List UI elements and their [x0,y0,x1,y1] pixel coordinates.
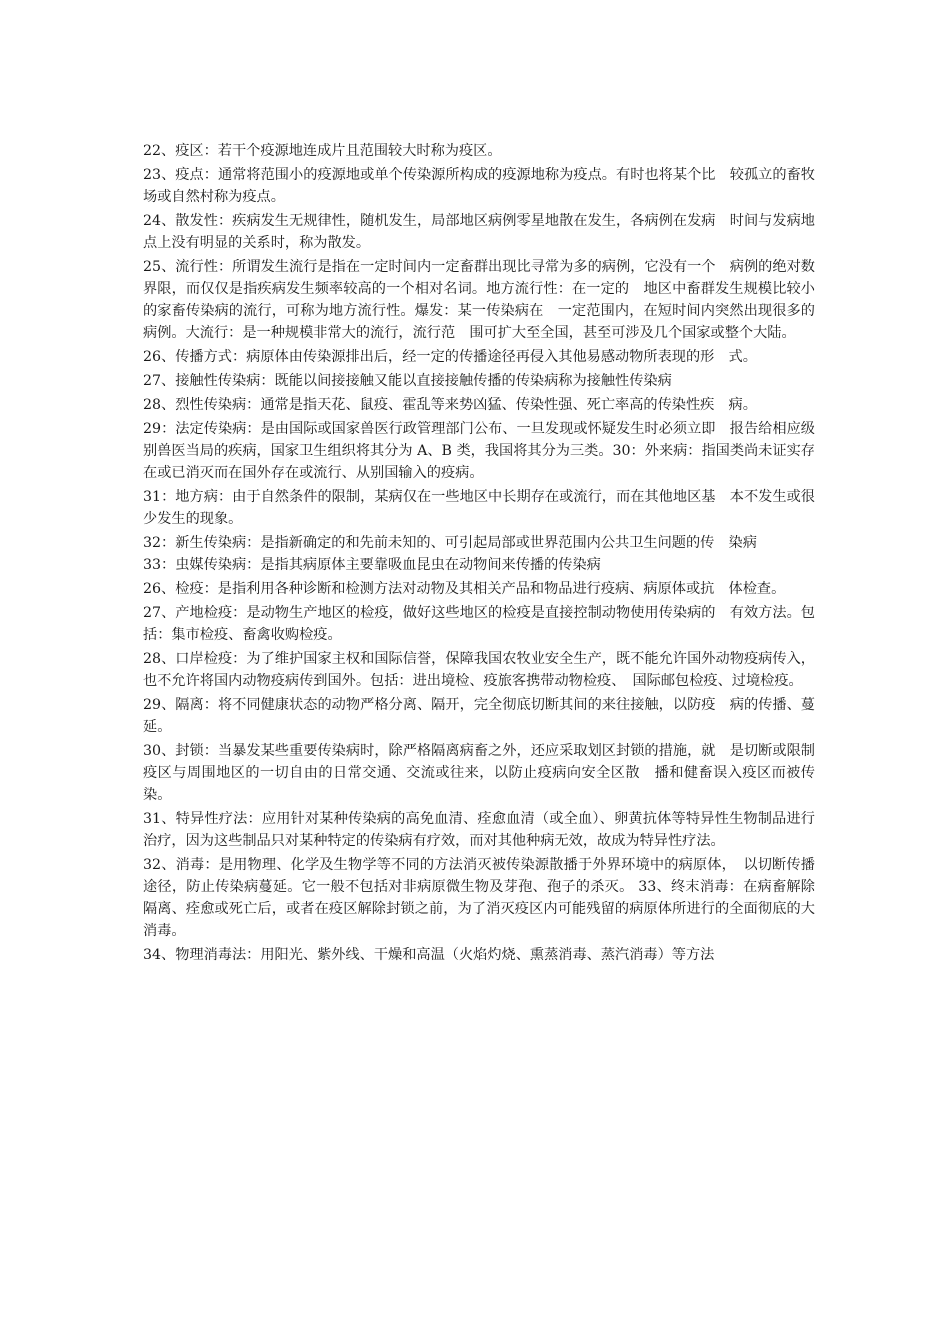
paragraph-27-origin-quarantine: 27、产地检疫：是动物生产地区的检疫，做好这些地区的检疫是直接控制动物使用传染病的 有效方法。包括：集市检疫、畜禽收购检疫。 [143,605,815,643]
paragraph-32-disinfection: 32、消毒：是用物理、化学及生物学等不同的方法消灭被传染源散播于外界环境中的病原体， 以切断传播途径，防止传染病蔓延。它一般不包括对非病原微生物及芽孢、孢子的杀灭。 33、终末消毒：在病畜解除隔离、痊愈或死亡后，或者在疫区解除封锁之前，为了消灭疫区内可能残留的病原体所进行的全面彻底的大消毒。 [143,857,815,939]
paragraph-34-physical-disinfection: 34、物理消毒法：用阳光、紫外线、干燥和高温（火焰灼烧、熏蒸消毒、蒸汽消毒）等方法 [143,947,715,963]
paragraph-33-vector-borne-disease: 33：虫媒传染病：是指其病原体主要靠吸血昆虫在动物间来传播的传染病 [143,557,601,573]
paragraph-29-notifiable-disease: 29：法定传染病：是由国际或国家兽医行政管理部门公布、一旦发现或怀疑发生时必须立即 报告给相应级别兽医当局的疾病，国家卫生组织将其分为 A、B 类，我国将其分为三类。30：外来病：指国类尚未证实存在或已消灭而在国外存在或流行、从别国输入的疫病。 [143,421,815,481]
paragraph-23-epidemic-point: 23、疫点：通常将范围小的疫源地或单个传染源所构成的疫源地称为疫点。有时也将某个比 较孤立的畜牧场或自然村称为疫点。 [143,167,815,205]
paragraph-25-epidemic: 25、流行性：所谓发生流行是指在一定时间内一定畜群出现比寻常为多的病例，它没有一个 病例的绝对数界限，而仅仅是指疾病发生频率较高的一个相对名词。地方流行性：在一定的 地区中畜群发生规模比较小的家畜传染病的流行，可称为地方流行性。爆发：某一传染病在 一定范围内，在短时间内突然出现很多的病例。大流行：是一种规模非常大的流行，流行范 围可扩大至全国，甚至可涉及几个国家或整个大陆。 [143,259,815,341]
paragraph-27-contact-disease: 27、接触性传染病：既能以间接接触又能以直接接触传播的传染病称为接触性传染病 [143,373,672,389]
paragraph-30-blockade: 30、封锁：当暴发某些重要传染病时，除严格隔离病畜之外，还应采取划区封锁的措施，就 是切断或限制疫区与周围地区的一切自由的日常交通、交流或往来，以防止疫病向安全区散 播和健畜误入疫区而被传染。 [143,743,815,803]
paragraph-26-transmission-mode: 26、传播方式：病原体由传染源排出后，经一定的传播途径再侵入其他易感动物所表现的形 式。 [143,349,757,365]
paragraph-22-epidemic-area: 22、疫区：若干个疫源地连成片且范围较大时称为疫区。 [143,143,502,159]
paragraph-32-emerging-disease: 32：新生传染病：是指新确定的和先前未知的、可引起局部或世界范围内公共卫生问题的传 染病 [143,535,757,551]
paragraph-24-sporadic: 24、散发性：疾病发生无规律性，随机发生，局部地区病例零星地散在发生，各病例在发病 时间与发病地点上没有明显的关系时，称为散发。 [143,213,815,251]
document-body [143,140,815,968]
paragraph-28-virulent-disease: 28、烈性传染病：通常是指天花、鼠疫、霍乱等来势凶猛、传染性强、死亡率高的传染性疾 病。 [143,397,757,413]
paragraph-28-port-quarantine: 28、口岸检疫：为了维护国家主权和国际信誉，保障我国农牧业安全生产，既不能允许国外动物疫病传入，也不允许将国内动物疫病传到国外。包括：进出境检、疫旅客携带动物检疫、 国际邮包检疫、过境检疫。 [143,651,815,689]
paragraph-29-isolation: 29、隔离：将不同健康状态的动物严格分离、隔开，完全彻底切断其间的来往接触，以防疫 病的传播、蔓延。 [143,697,815,735]
paragraph-31-endemic-disease: 31：地方病：由于自然条件的限制，某病仅在一些地区中长期存在或流行，而在其他地区基 本不发生或很少发生的现象。 [143,489,815,527]
paragraph-31-specific-therapy: 31、特异性疗法：应用针对某种传染病的高免血清、痊愈血清（或全血）、卵黄抗体等特异性生物制品进行治疗，因为这些制品只对某种特定的传染病有疗效，而对其他种病无效，故成为特异性疗法。 [143,811,815,849]
paragraph-26-quarantine: 26、检疫：是指利用各种诊断和检测方法对动物及其相关产品和物品进行疫病、病原体或抗 体检查。 [143,581,786,597]
